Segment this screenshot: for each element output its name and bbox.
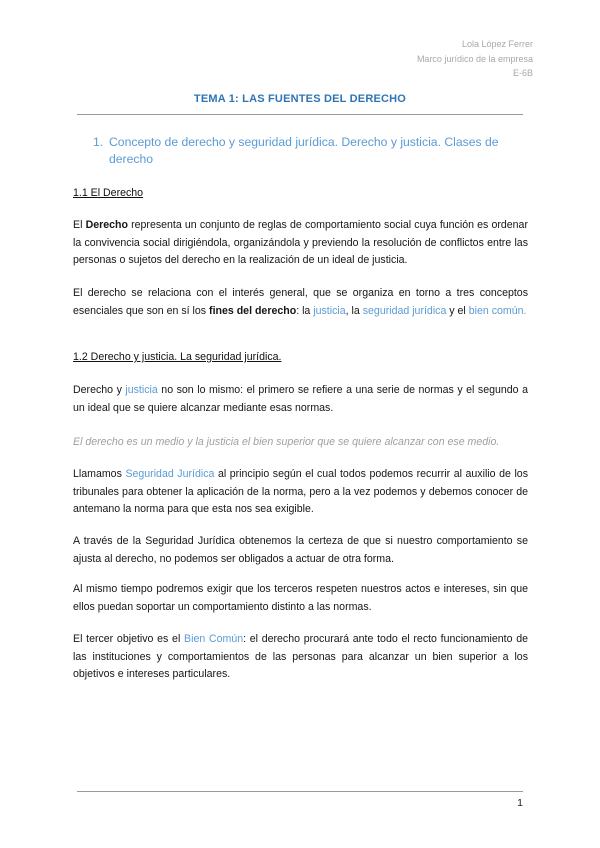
paragraph-certeza: A través de la Seguridad Jurídica obtenemos la certeza de que si nuestro comportamiento se ajusta al derecho, no podemos ser obligados a actuar de otra forma. xyxy=(73,535,528,565)
paragraph-bien-comun xyxy=(73,631,528,684)
link-justicia-2[interactable]: justicia xyxy=(125,384,158,396)
footer-divider xyxy=(77,791,523,792)
link-bien-comun-2[interactable]: Bien Común xyxy=(184,633,244,645)
header-group: E-6B xyxy=(512,68,533,78)
text-run: , la xyxy=(345,304,363,317)
page-number: 1 xyxy=(517,797,523,809)
text-run: no son lo mismo: el primero se refiere a una serie de normas y el segundo a un ideal que se quiere alcanzar mediante esas normas. xyxy=(73,384,528,414)
paragraph-derecho-definition xyxy=(73,217,528,270)
text-run: El derecho se relaciona con el interés general, que se organiza en torno a tres conceptos esenciales que son en sí los xyxy=(73,287,528,317)
header-author: Lola López Ferrer xyxy=(461,39,533,49)
paragraph-fines-derecho xyxy=(73,285,528,320)
link-seguridad-juridica[interactable]: seguridad jurídica xyxy=(362,304,447,317)
text-run: y el xyxy=(446,304,469,317)
subsection-heading-1-2: 1.2 Derecho y justicia. La seguridad jurídica. xyxy=(73,351,282,363)
link-seguridad-juridica-2[interactable]: Seguridad Jurídica xyxy=(125,468,215,480)
bold-term: Derecho xyxy=(85,219,128,231)
header-subject: Marco jurídico de la empresa xyxy=(416,53,533,64)
text-run: Llamamos xyxy=(73,468,126,480)
text-run: : el derecho procurará ante todo el recto funcionamiento de las instituciones y comportamientos de las personas para alcanzar un bien superior a los objetivos e intereses particulares. xyxy=(73,633,529,681)
page-header xyxy=(417,37,533,81)
text-run: Derecho y xyxy=(73,384,126,396)
paragraph-derecho-justicia xyxy=(73,382,528,417)
section-number: 1. xyxy=(93,135,104,149)
title-divider xyxy=(77,114,523,115)
document-title: TEMA 1: LAS FUENTES DEL DERECHO xyxy=(193,93,407,105)
italic-quote: El derecho es un medio y la justicia el bien superior que se quiere alcanzar con ese medio. xyxy=(73,436,500,448)
text-run: El tercer objetivo es el xyxy=(73,633,185,645)
section-heading-text: Concepto de derecho y seguridad jurídica. Derecho y justicia. Clases de derecho xyxy=(109,135,499,166)
text-run: El xyxy=(73,219,86,231)
text-run: representa un conjunto de reglas de comportamiento social cuya función es ordenar la convivencia social dirigiéndola, organizándola y previendo la resolución de conflictos entre las personas o sujetos del derecho en la realización de un ideal de justicia. xyxy=(73,219,528,267)
link-bien-comun[interactable]: bien común. xyxy=(468,304,527,317)
text-run: : la xyxy=(296,304,314,317)
section-heading xyxy=(93,134,513,168)
text-run: al principio según el cual todos podemos recurrir al auxilio de los tribunales para obtener la aplicación de la norma, pero a la vez podemos y debemos conocer de antemano la norma para que esta nos sea exigible. xyxy=(73,468,528,516)
link-justicia[interactable]: justicia xyxy=(313,304,346,317)
bold-term: fines del derecho xyxy=(209,304,297,317)
paragraph-seguridad-juridica xyxy=(73,466,528,519)
paragraph-terceros: Al mismo tiempo podremos exigir que los terceros respeten nuestros actos e intereses, sin que ellos puedan soportar un comportamiento distinto a las normas. xyxy=(73,583,528,613)
subsection-heading-1-1: 1.1 El Derecho xyxy=(73,187,144,199)
